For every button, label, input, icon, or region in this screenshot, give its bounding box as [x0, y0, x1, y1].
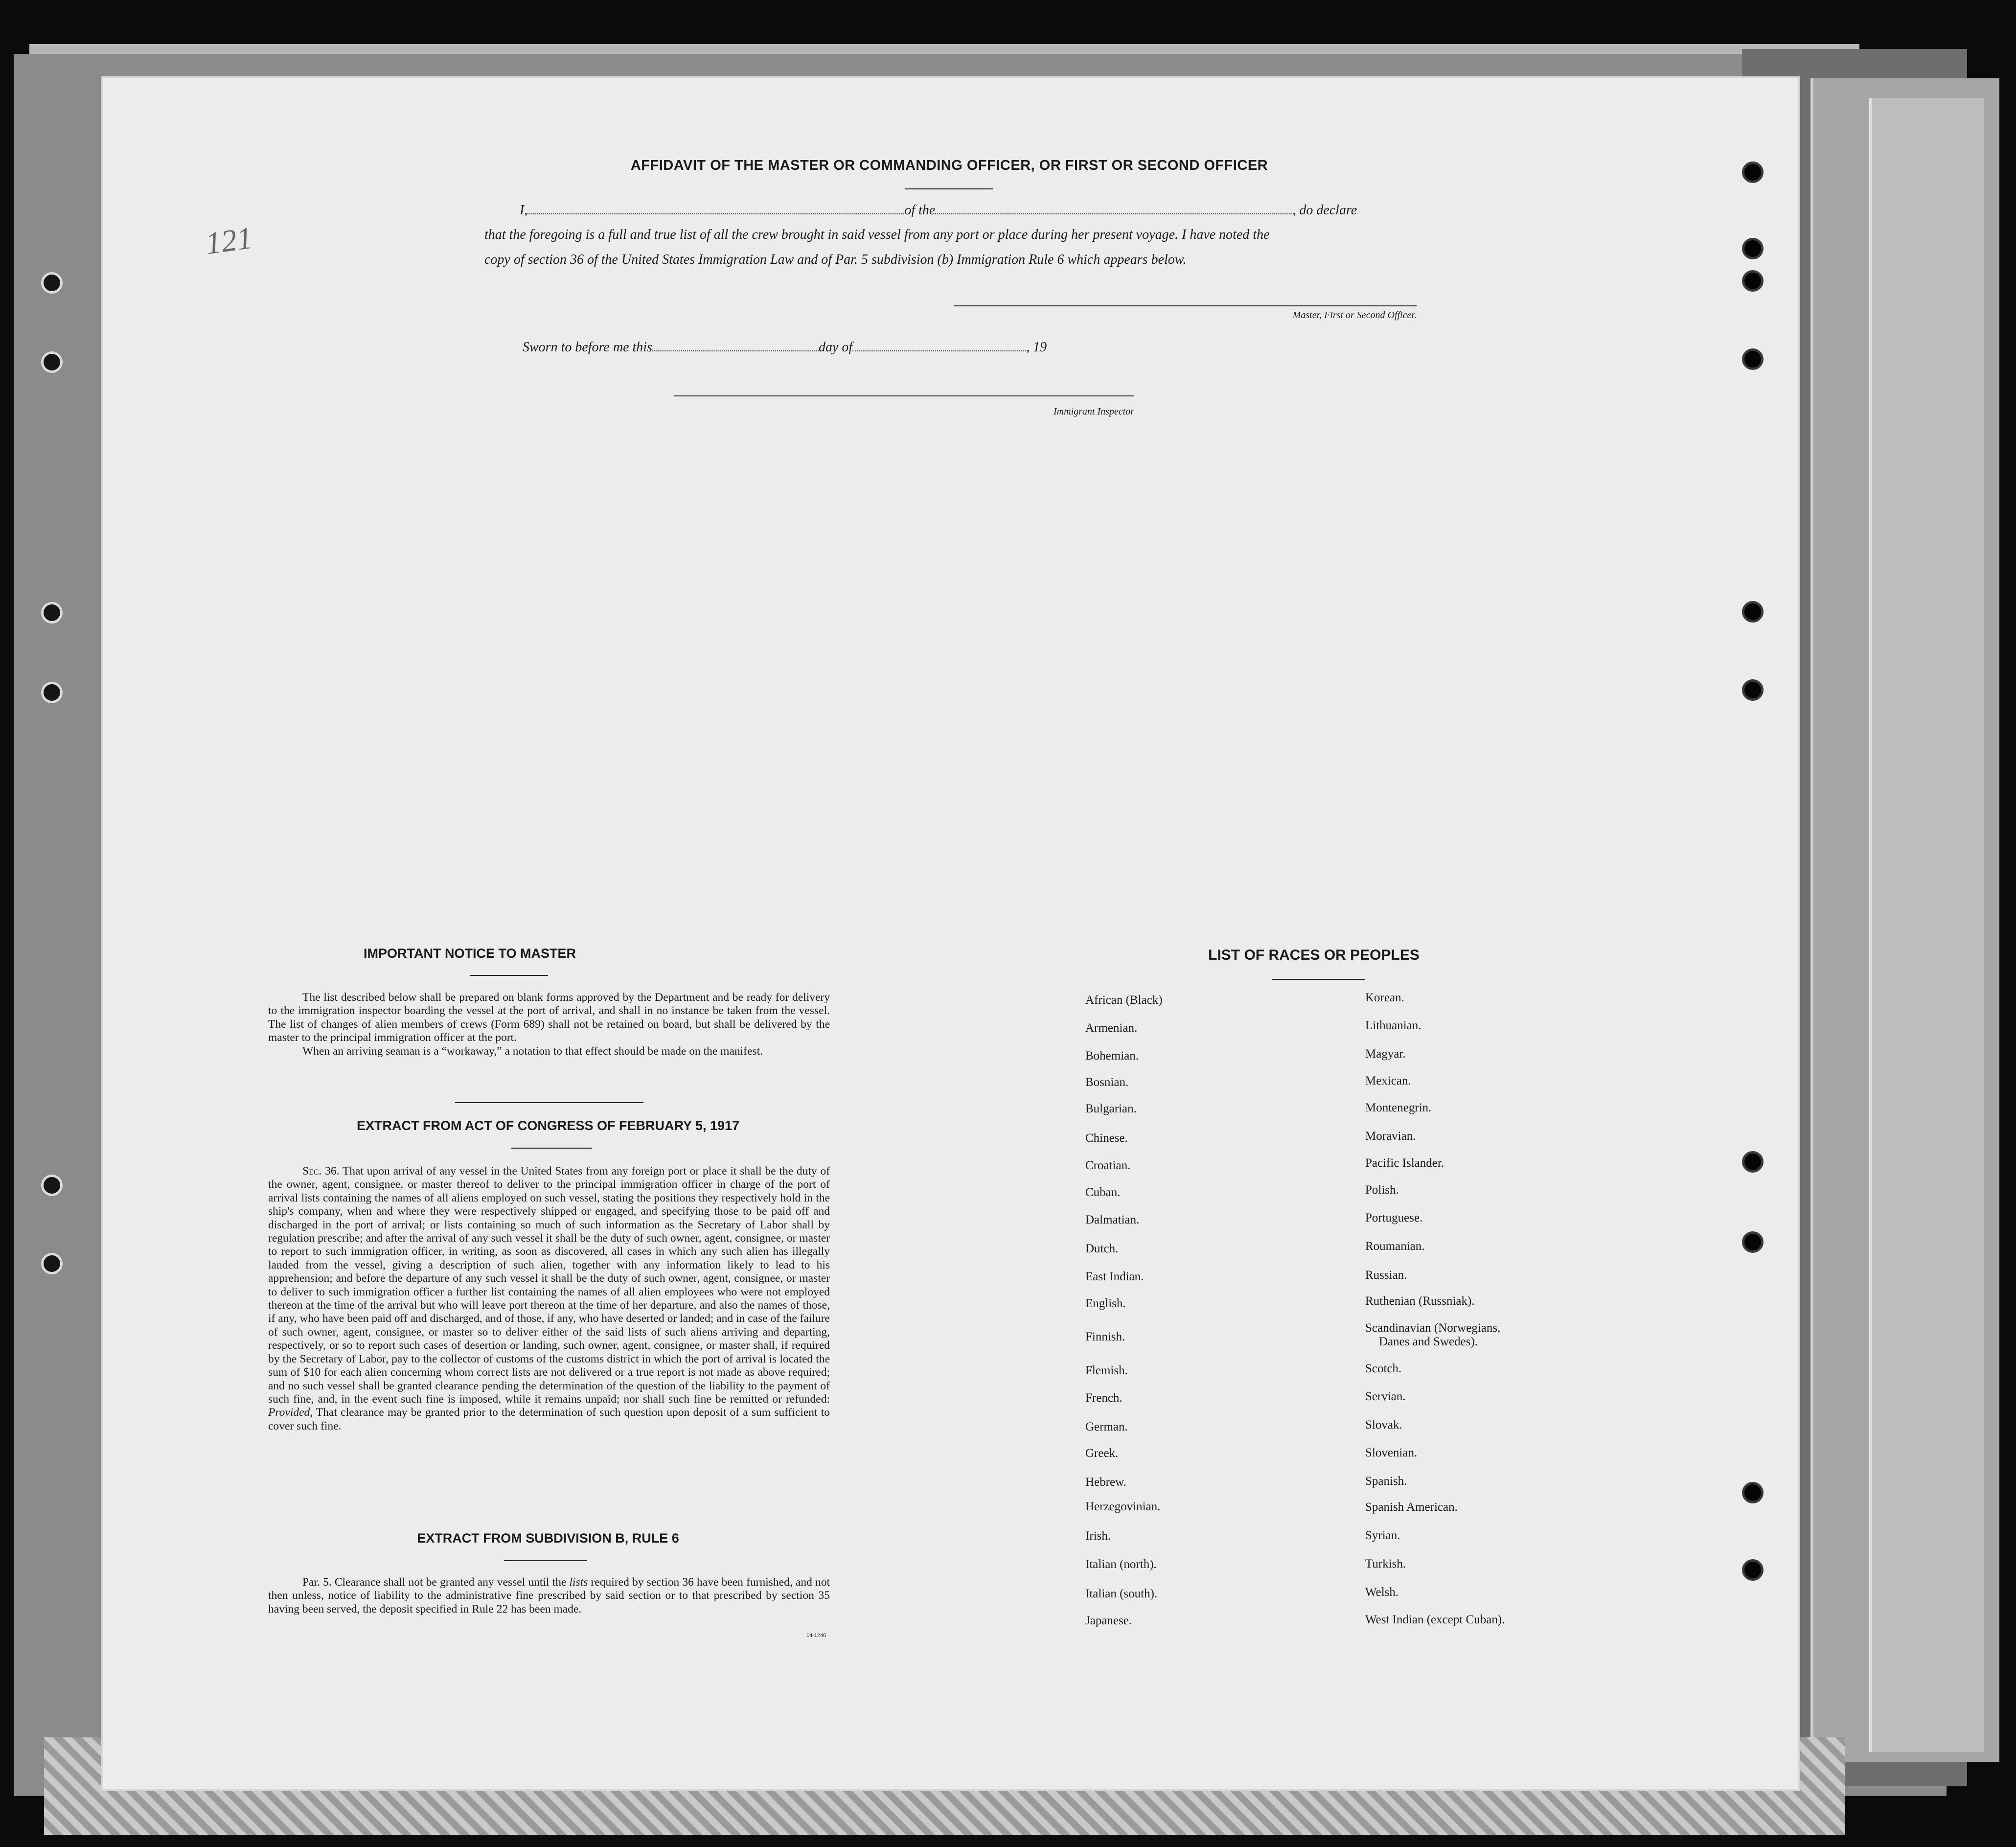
- rule-extract-text: [268, 1576, 830, 1616]
- provided-word: Provided,: [268, 1406, 313, 1419]
- binder-hole-icon: [1742, 162, 1764, 183]
- rule-extract-title: EXTRACT FROM SUBDIVISION B, RULE 6: [417, 1531, 679, 1546]
- race-item: Spanish American.: [1365, 1501, 1458, 1514]
- race-item: English.: [1085, 1297, 1126, 1310]
- inspector-caption: Immigrant Inspector: [1054, 406, 1134, 417]
- notice-title: IMPORTANT NOTICE TO MASTER: [364, 946, 576, 961]
- race-item: Finnish.: [1085, 1330, 1125, 1343]
- race-item: Dalmatian.: [1085, 1213, 1140, 1226]
- race-item: Bosnian.: [1085, 1076, 1129, 1089]
- binder-hole-icon: [1742, 238, 1764, 259]
- divider: [1272, 979, 1365, 980]
- binder-hole-icon: [1742, 1482, 1764, 1503]
- race-item: Lithuanian.: [1365, 1019, 1421, 1032]
- affidavit-line-2: that the foregoing is a full and true list of all the crew brought in said vessel from any port or place during her present voyage. I have noted the: [484, 227, 1270, 242]
- act-extract-title: EXTRACT FROM ACT OF CONGRESS OF FEBRUARY 5, 1917: [356, 1118, 740, 1133]
- race-item: Dutch.: [1085, 1242, 1119, 1255]
- binder-hole-icon: [1742, 1231, 1764, 1253]
- races-title: LIST OF RACES OR PEOPLES: [1208, 947, 1420, 963]
- affidavit-i-label: I,: [520, 203, 528, 218]
- race-item: Spanish.: [1365, 1475, 1407, 1488]
- race-item: German.: [1085, 1420, 1128, 1433]
- divider: [470, 975, 548, 976]
- race-item: Greek.: [1085, 1447, 1119, 1460]
- race-item: Montenegrin.: [1365, 1101, 1432, 1114]
- binder-hole-icon: [1742, 1559, 1764, 1581]
- race-item: Slovak.: [1365, 1418, 1402, 1431]
- binder-hole-icon: [1742, 270, 1764, 292]
- race-item: Welsh.: [1365, 1586, 1399, 1599]
- race-item: Irish.: [1085, 1529, 1111, 1543]
- binder-hole-icon: [41, 351, 63, 373]
- race-item: Ruthenian (Russniak).: [1365, 1294, 1475, 1308]
- race-item-continuation: Danes and Swedes).: [1379, 1335, 1478, 1348]
- race-item: Polish.: [1365, 1183, 1399, 1197]
- master-signature-line: [954, 305, 1417, 306]
- race-item: Scandinavian (Norwegians,: [1365, 1321, 1501, 1335]
- section-label: Sec. 36.: [302, 1165, 340, 1177]
- affidavit-line-1: [520, 203, 1357, 218]
- binder-hole-icon: [41, 602, 63, 623]
- race-item: Chinese.: [1085, 1131, 1128, 1145]
- race-item: Magyar.: [1365, 1047, 1406, 1061]
- section-36-text: That upon arrival of any vessel in the United States from any foreign port or place it shall be the duty of the owner, agent, consignee, or master thereof to deliver to the principal immigration officer in charge of the port of arrival lists containing the names of all aliens employed on such vessel, stating the positions they respectively hold in the ship's company, when and where they were respectively shipped or engaged, and specifying those to be paid off and discharged in the port of arrival; or lists containing so much of such information as the Secretary of Labor shall by regulation prescribe; and after the arrival of any such vessel it shall be the duty of such owner, agent, consignee, or master to report to such immigration officer, in writing, as soon as discovered, all cases in which any such alien has illegally landed from the vessel, giving a description of such alien, together with any information likely to lead to his apprehension; and before the departure of any such vessel it shall be the duty of such owner, agent, consignee, or master to deliver to such immigration officer a further list containing the names of all alien employees who were not employed thereon at the time of the arrival but who will leave port thereon at the time of her departure, and also the names of those, if any, who have been paid off and discharged, and of those, if any, who have deserted or landed; and in case of the failure of such owner, agent, consignee, or master so to deliver either of the said lists of such aliens arriving and departing, respectively, or so to report such cases of desertion or landing, such owner, agent, consignee, or master shall, if required by the Secretary of Labor, pay to the collector of customs of the customs district in which the port of arrival is located the sum of $10 for each alien concerning whom correct lists are not delivered or a true report is not made as above required; and no such vessel shall be granted clearance pending the determination of the question of the liability to the payment of such fine, and, in the event such fine is imposed, while it remains unpaid; nor shall such fine be remitted or refunded:: [268, 1165, 830, 1406]
- binder-hole-icon: [1742, 348, 1764, 370]
- notice-text: [268, 991, 830, 1058]
- divider: [511, 1148, 592, 1149]
- notice-paragraph-2: When an arriving seaman is a “workaway,” a notation to that effect should be made on the manifest.: [302, 1044, 763, 1058]
- race-item: Russian.: [1365, 1269, 1407, 1282]
- race-item: Herzegovinian.: [1085, 1500, 1161, 1513]
- race-item: Portuguese.: [1365, 1211, 1423, 1224]
- binder-hole-icon: [1742, 1151, 1764, 1173]
- race-item: Hebrew.: [1085, 1476, 1126, 1489]
- name-blank: [527, 212, 904, 214]
- inspector-signature-line: [674, 395, 1134, 396]
- month-blank: [852, 349, 1026, 351]
- race-item: West Indian (except Cuban).: [1365, 1613, 1505, 1626]
- lists-word: lists: [569, 1576, 588, 1589]
- race-item: Roumanian.: [1365, 1240, 1425, 1253]
- vessel-blank: [935, 212, 1292, 214]
- sworn-label: Sworn to before me this: [523, 340, 652, 355]
- master-caption: Master, First or Second Officer.: [1292, 310, 1417, 321]
- background-sheet-edge-2: [1869, 98, 1984, 1752]
- binder-hole-icon: [1742, 679, 1764, 701]
- act-extract-text: [268, 1165, 830, 1433]
- divider: [504, 1560, 587, 1561]
- race-item: Pacific Islander.: [1365, 1156, 1444, 1170]
- race-item: Bulgarian.: [1085, 1102, 1137, 1115]
- divider: [905, 188, 993, 189]
- section-36-text-end: That clearance may be granted prior to the determination of such question upon deposit of a sum sufficient to cover such fine.: [268, 1406, 830, 1432]
- race-item: Italian (north).: [1085, 1558, 1157, 1571]
- race-item: French.: [1085, 1391, 1123, 1405]
- race-item: Bohemian.: [1085, 1049, 1139, 1062]
- race-item: Armenian.: [1085, 1021, 1138, 1035]
- affidavit-line-3: copy of section 36 of the United States Immigration Law and of Par. 5 subdivision (b) Immigration Rule 6 which appears below.: [484, 252, 1187, 267]
- divider: [455, 1102, 643, 1103]
- race-item: Syrian.: [1365, 1529, 1400, 1542]
- sworn-line: [523, 340, 1047, 355]
- race-item: Moravian.: [1365, 1130, 1416, 1143]
- manifest-page: [103, 78, 1798, 1789]
- race-item: East Indian.: [1085, 1270, 1144, 1283]
- race-item: Flemish.: [1085, 1364, 1128, 1377]
- race-item: African (Black): [1085, 993, 1163, 1007]
- race-item: Servian.: [1365, 1390, 1406, 1403]
- year-label: , 19: [1026, 340, 1047, 355]
- binder-hole-icon: [1742, 601, 1764, 623]
- race-item: Croatian.: [1085, 1159, 1131, 1172]
- sworn-date-blank: [652, 349, 819, 351]
- handwritten-page-number: 121: [203, 220, 255, 261]
- form-number: 14-1240: [806, 1633, 826, 1639]
- race-item: Mexican.: [1365, 1074, 1411, 1087]
- notice-paragraph-1: The list described below shall be prepared on blank forms approved by the Department and be ready for delivery to the immigration inspector boarding the vessel at the port of arrival, and shall in no instance be taken from the vessel. The list of changes of alien members of crews (Form 689) shall not be retained on board, but shall be delivered by the master to the principal immigration officer at the port.: [268, 991, 830, 1044]
- binder-hole-icon: [41, 682, 63, 703]
- rule-text-a: Par. 5. Clearance shall not be granted any vessel until the: [302, 1576, 567, 1589]
- rule-text-b: required by section 36 have been furnished, and not then unless, notice of liability to the administrative fine prescribed by said section or to that prescribed by section 35 having been served, the deposit specified in Rule 22 has been made.: [268, 1576, 830, 1616]
- affidavit-title: AFFIDAVIT OF THE MASTER OR COMMANDING OFFICER, OR FIRST OR SECOND OFFICER: [630, 158, 1268, 173]
- race-item: Turkish.: [1365, 1557, 1406, 1570]
- day-of-label: day of: [818, 340, 853, 355]
- binder-hole-icon: [41, 1253, 63, 1274]
- binder-hole-icon: [41, 1175, 63, 1196]
- affidavit-declare-label: , do declare: [1292, 203, 1357, 218]
- race-item: Scotch.: [1365, 1362, 1402, 1375]
- race-item: Korean.: [1365, 991, 1404, 1004]
- binder-hole-icon: [41, 272, 63, 294]
- race-item: Slovenian.: [1365, 1446, 1418, 1459]
- race-item: Japanese.: [1085, 1614, 1132, 1627]
- affidavit-of-the-label: of the: [904, 203, 936, 218]
- race-item: Italian (south).: [1085, 1587, 1158, 1600]
- race-item: Cuban.: [1085, 1186, 1121, 1199]
